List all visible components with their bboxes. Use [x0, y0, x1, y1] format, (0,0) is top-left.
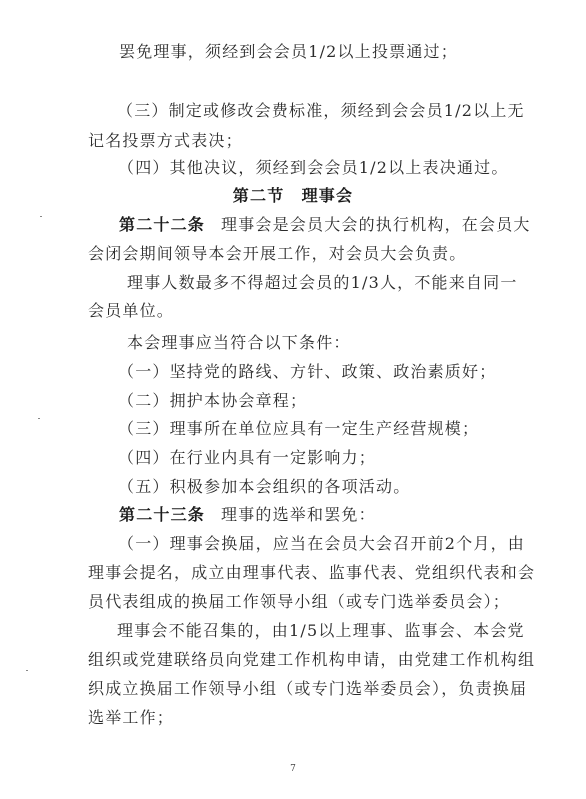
paragraph-line: 罢免理事，须经到会会员1/2以上投票通过；: [119, 42, 458, 61]
paragraph-line: 本会理事应当符合以下条件：: [127, 333, 351, 352]
paragraph-line: 理事的选举和罢免：: [221, 505, 376, 524]
paragraph-line: （四）其他决议，须经到会会员1/2以上表决通过。: [118, 158, 509, 177]
paragraph-line: 理事会提名，成立由理事代表、监事代表、党组织代表和会: [88, 563, 536, 582]
section-heading: 第二节 理事会: [232, 186, 354, 205]
list-item: （三）理事所在单位应具有一定生产经营规模；: [118, 419, 480, 438]
paragraph-line: 会闭会期间领导本会开展工作，对会员大会负责。: [88, 244, 467, 263]
scan-speck: [26, 670, 28, 671]
list-item: （五）积极参加本会组织的各项活动。: [118, 477, 411, 496]
scan-speck: [40, 216, 42, 217]
list-item: （四）在行业内具有一定影响力；: [118, 448, 377, 467]
paragraph-line: 理事会不能召集的，由1/5以上理事、监事会、本会党: [117, 621, 525, 640]
article-number: 第二十三条: [119, 505, 206, 524]
paragraph-line: 理事人数最多不得超过会员的1/3人，不能来自同一: [127, 273, 518, 292]
paragraph-line: 员代表组成的换届工作领导小组（或专门选举委员会）；: [88, 592, 511, 611]
paragraph-line: 选举工作；: [88, 708, 175, 727]
paragraph-line: （三）制定或修改会费标准，须经到会会员1/2以上无: [117, 101, 525, 120]
paragraph-line: 织成立换届工作领导小组（或专门选举委员会），负责换届: [88, 679, 528, 698]
paragraph-line: 组织或党建联络员向党建工作机构申请，由党建工作机构组: [88, 650, 536, 669]
list-item: （二）拥护本协会章程；: [118, 391, 308, 410]
paragraph-line: 理事会是会员大会的执行机构，在会员大: [221, 215, 531, 234]
paragraph-line: 会员单位。: [88, 301, 175, 320]
paragraph-line: 记名投票方式表决；: [88, 131, 243, 150]
article-number: 第二十二条: [119, 215, 206, 234]
scan-speck: [38, 418, 40, 419]
list-item: （一）坚持党的路线、方针、政策、政治素质好；: [118, 362, 497, 381]
page-number: 7: [290, 764, 296, 774]
paragraph-line: （一）理事会换届，应当在会员大会召开前2个月，由: [118, 534, 525, 553]
